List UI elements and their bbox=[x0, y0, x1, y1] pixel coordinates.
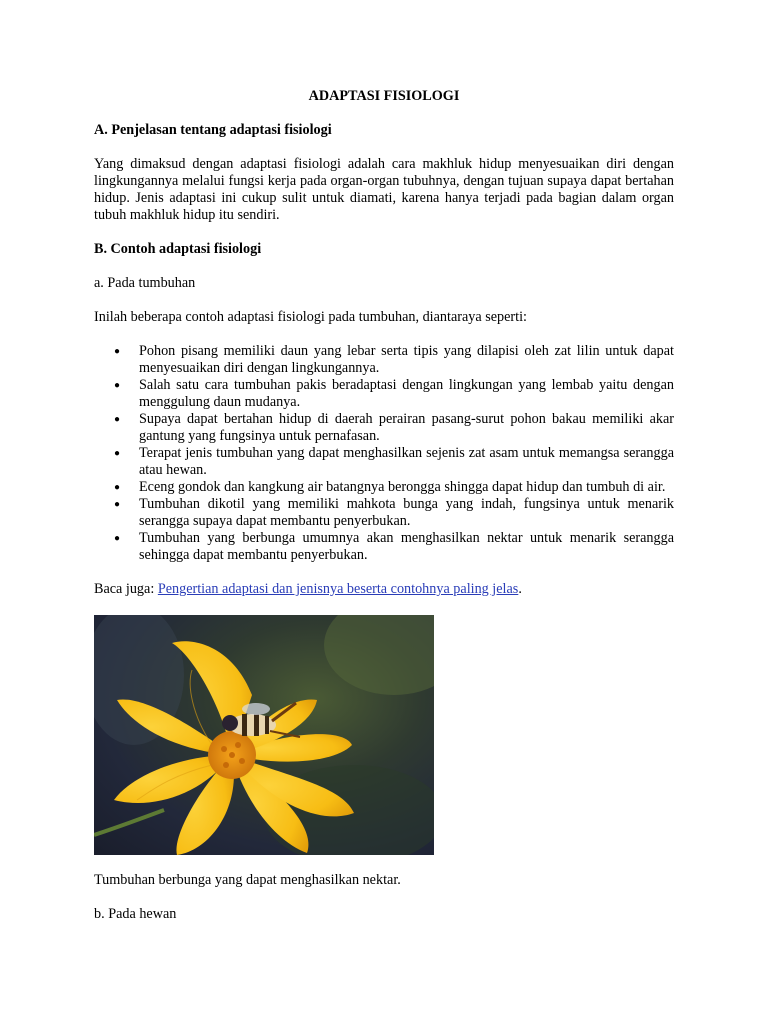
list-item bbox=[94, 479, 674, 496]
bullet-icon: ● bbox=[114, 414, 121, 425]
subsection-animals-heading: b. Pada hewan bbox=[94, 906, 177, 922]
section-b-heading: B. Contoh adaptasi fisiologi bbox=[94, 241, 262, 257]
plants-intro-paragraph: Inilah beberapa contoh adaptasi fisiologi pada tumbuhan, diantaraya seperti: bbox=[94, 309, 527, 325]
read-also-link[interactable]: Pengertian adaptasi dan jenisnya beserta contohnya paling jelas bbox=[157, 581, 519, 597]
bullet-icon: ● bbox=[114, 482, 121, 493]
list-item-text: Eceng gondok dan kangkung air batangnya berongga shingga dapat hidup dan tumbuh di air. bbox=[139, 479, 666, 495]
read-also-line bbox=[94, 581, 674, 598]
list-item-text: Tumbuhan dikotil yang memiliki mahkota bunga yang indah, fungsinya untuk menarik serangga supaya dapat membantu penyerbukan. bbox=[139, 496, 674, 529]
list-item bbox=[94, 445, 674, 479]
read-also-prefix: Baca juga: bbox=[94, 581, 158, 597]
list-item bbox=[94, 496, 674, 530]
list-item bbox=[94, 343, 674, 377]
bullet-icon: ● bbox=[114, 346, 121, 357]
flower-bee-photo bbox=[94, 615, 434, 855]
page-title: ADAPTASI FISIOLOGI bbox=[308, 88, 460, 104]
list-item-text: Supaya dapat bertahan hidup di daerah perairan pasang-surut pohon bakau memiliki akar gantung yang fungsinya untuk pernafasan. bbox=[139, 411, 674, 444]
document-page bbox=[94, 88, 674, 940]
image-caption: Tumbuhan berbunga yang dapat menghasilkan nektar. bbox=[94, 872, 401, 888]
plant-examples-list bbox=[94, 343, 674, 564]
list-item bbox=[94, 411, 674, 445]
list-item bbox=[94, 377, 674, 411]
bullet-icon: ● bbox=[114, 499, 121, 510]
bullet-icon: ● bbox=[114, 380, 121, 391]
bullet-icon: ● bbox=[114, 533, 121, 544]
flower-photo-illustration bbox=[94, 615, 434, 855]
read-also-suffix: . bbox=[518, 581, 522, 597]
list-item-text: Pohon pisang memiliki daun yang lebar serta tipis yang dilapisi oleh zat lilin untuk dapat menyesuaikan diri dengan lingkungannya. bbox=[139, 343, 674, 376]
subsection-plants-heading: a. Pada tumbuhan bbox=[94, 275, 196, 291]
list-item-text: Terapat jenis tumbuhan yang dapat menghasilkan sejenis zat asam untuk memangsa serangga atau hewan. bbox=[139, 445, 674, 478]
list-item-text: Tumbuhan yang berbunga umumnya akan menghasilkan nektar untuk menarik serangga sehingga dapat membantu penyerbukan. bbox=[139, 530, 674, 563]
list-item bbox=[94, 530, 674, 564]
bullet-icon: ● bbox=[114, 448, 121, 459]
section-a-paragraph: Yang dimaksud dengan adaptasi fisiologi adalah cara makhluk hidup menyesuaikan diri dengan lingkungannya melalui fungsi kerja pada organ-organ tubuhnya, dengan tujuan supaya dapat bertahan hidup. Jenis adaptasi ini cukup sulit untuk diamati, karena hanya terjadi pada bagian dalam organ tubuh makhluk hidup itu sendiri. bbox=[94, 156, 674, 223]
section-a-heading: A. Penjelasan tentang adaptasi fisiologi bbox=[94, 122, 332, 138]
list-item-text: Salah satu cara tumbuhan pakis beradaptasi dengan lingkungan yang lembab yaitu dengan menggulung daun mudanya. bbox=[139, 377, 674, 410]
